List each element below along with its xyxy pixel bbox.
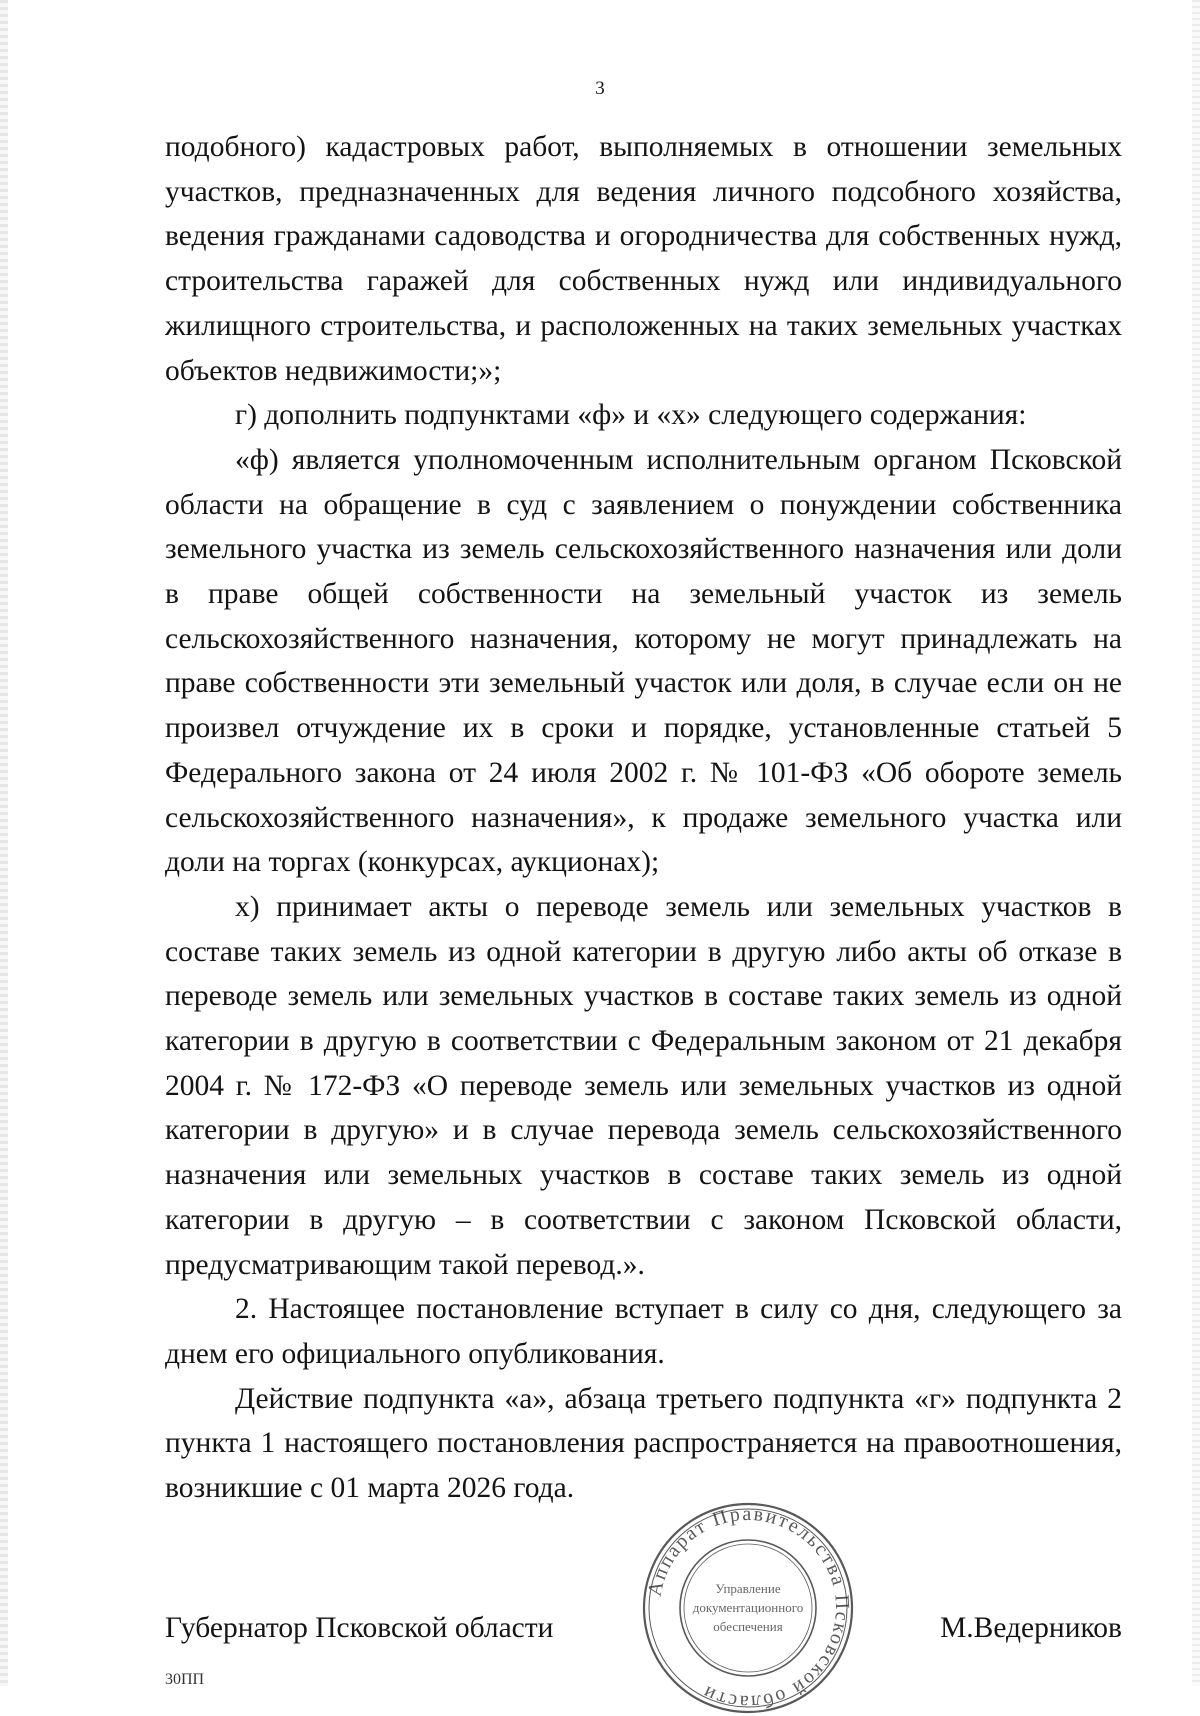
paragraph-effect: Действие подпункта «а», абзаца третьего подпункта «г» подпункта 2 пункта 1 настоящего постановления распространяется на правоотношения, возникшие с 01 марта 2026 года. xyxy=(165,1382,1122,1505)
document-body xyxy=(165,125,1122,1511)
page-edge-left xyxy=(0,0,8,1686)
page-edge-right xyxy=(1192,0,1200,1686)
paragraph-continuation: подобного) кадастровых работ, выполняемых в отношении земельных участков, предназначенных для ведения личного подсобного хозяйства, ведения гражданами садоводства и огородничества для собственных нужд, строительства гаражей для собственных нужд или индивидуального жилищного строительства, и расположенных на таких земельных участках объектов недвижимости;»; xyxy=(165,131,1122,387)
signer-name: М.Ведерников xyxy=(940,1612,1122,1644)
stamp-inner-line-3: обеспечения xyxy=(713,1619,783,1634)
stamp-inner-line-2: документационного xyxy=(692,1600,804,1615)
page-number: 3 xyxy=(595,78,605,99)
stamp-outer-text: Аппарат Правительства Псковской области xyxy=(643,1502,854,1714)
signer-title: Губернатор Псковской области xyxy=(165,1612,554,1644)
paragraph-item-2: 2. Настоящее постановление вступает в силу со дня, следующего за днем его официального опубликования. xyxy=(165,1293,1122,1370)
paragraph-subitem-g: г) дополнить подпунктами «ф» и «х» следующего содержания: xyxy=(235,399,1027,432)
official-seal-stamp xyxy=(640,1500,856,1716)
stamp-inner-line-1: Управление xyxy=(715,1581,781,1596)
paragraph-subitem-kh: х) принимает акты о переводе земель или земельных участков в составе таких земель из одной категории в другую либо акты об отказе в переводе земель или земельных участков в составе таких земель из одной категории в другую в соответствии с Федеральным законом от 21 декабря 2004 г. № 172-ФЗ «О переводе земель или земельных участков из одной категории в другую» и в случае перевода земель сельскохозяйственного назначения или земельных участков в составе таких земель из одной категории в другую – в соответствии с законом Псковской области, предусматривающим такой перевод.». xyxy=(165,890,1122,1281)
paragraph-subitem-f: «ф) является уполномоченным исполнительным органом Псковской области на обращение в суд с заявлением о понуждении собственника земельного участка из земель сельскохозяйственного назначения или доли в праве общей собственности на земельный участок из земель сельскохозяйственного назначения, которому не могут принадлежать на праве собственности эти земельный участок или доля, в случае если он не произвел отчуждение их в сроки и порядке, установленные статьей 5 Федерального закона от 24 июля 2002 г. № 101-ФЗ «Об обороте земель сельскохозяйственного назначения», к продаже земельного участка или доли на торгах (конкурсах, аукционах); xyxy=(165,443,1122,879)
document-code: 30ПП xyxy=(165,1671,205,1688)
